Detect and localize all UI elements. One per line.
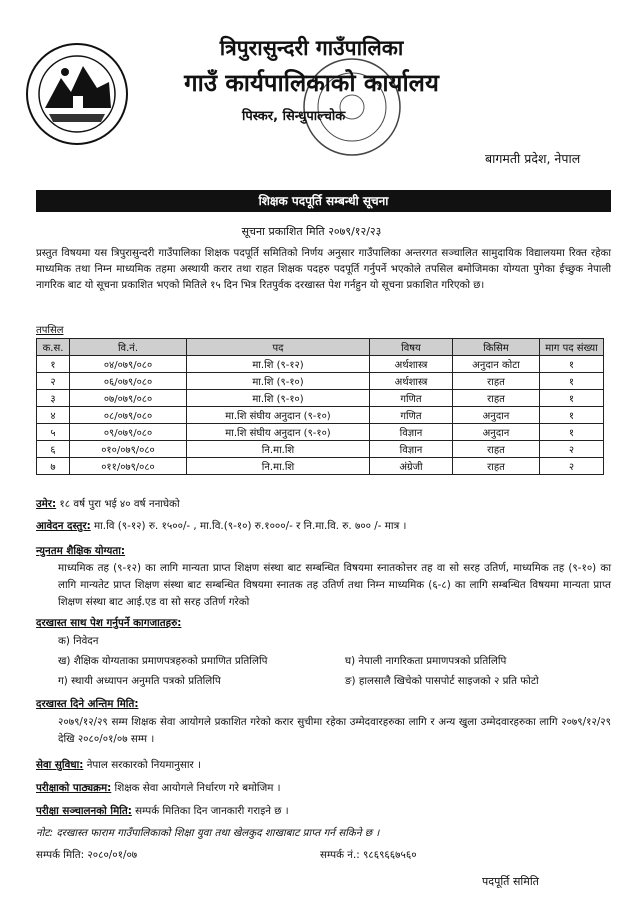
cell-sn: ६ [37, 441, 70, 458]
col-header-sn: क.स. [37, 339, 70, 356]
table-row [37, 441, 604, 458]
col-header-type: किसिम [453, 339, 540, 356]
cell-count: १ [540, 356, 604, 373]
qualification-text: माध्यमिक तह (९-१२) का लागि मान्यता प्राप्त शिक्षण संस्था बाट सम्बन्धित विषयमा स्नातकोत्तर तह वा सो सरह उतिर्ण, माध्यमिक तह (९-१०) का लागि मान्यतेट प्राप्त शिक्षण संस्था बाट सम्बन्धित विषयमा स्नातक तह उतिर्ण तथा निम्न माध्यमिक (६-८) का लागि सम्बन्धित विषयमा मान्यता प्राप्त शिक्षण संस्था बाट आई.एड वा सो सरह उतिर्ण गरेको [58, 562, 611, 608]
notice-title: शिक्षक पदपूर्ति सम्बन्धी सूचना [36, 190, 611, 212]
cell-adv-no: ०११/०७९/०८० [70, 458, 187, 475]
table-header-row [37, 339, 604, 356]
cell-post: मा.शि संघीय अनुदान (९-१०) [187, 407, 370, 424]
cell-sn: २ [37, 373, 70, 390]
table-row [37, 458, 604, 475]
table-row [37, 390, 604, 407]
cell-type: अनुदान [453, 424, 540, 441]
cell-count: १ [540, 424, 604, 441]
cell-sn: ५ [37, 424, 70, 441]
col-header-post: पद [187, 339, 370, 356]
exam-label: परीक्षा सञ्चालनको मिति: [36, 805, 132, 817]
cell-post: मा.शि संघीय अनुदान (९-१०) [187, 424, 370, 441]
cell-sn: ४ [37, 407, 70, 424]
syllabus-section [36, 781, 281, 795]
facility-label: सेवा सुविधा: [36, 759, 84, 771]
cell-subject: गणित [370, 390, 453, 407]
note-text: नोट: दरखास्त फाराम गाउँपालिकाको शिक्षा युवा तथा खेलकुद शाखाबाट प्राप्त गर्न सकिने छ । [36, 827, 380, 839]
syllabus-label: परीक्षाको पाठ्यक्रम: [36, 782, 112, 794]
cell-sn: ३ [37, 390, 70, 407]
fee-text: मा.वि (९-१२) रु. १५००/- , मा.वि.(९-१०) रु.१०००/- र नि.मा.वि. रु. ७०० /- मात्र । [93, 520, 407, 532]
signature-text: पदपूर्ति समिति [482, 875, 539, 888]
cell-post: नि.मा.शि [187, 441, 370, 458]
col-header-adv-no: वि.नं. [70, 339, 187, 356]
cell-subject: विज्ञान [370, 424, 453, 441]
contact-phone: सम्पर्क नं.: ९८६९६६७५६० [320, 849, 417, 861]
age-section [36, 497, 180, 511]
vacancy-table [36, 338, 604, 475]
cell-adv-no: ०६/०७९/०८० [70, 373, 187, 390]
cell-post: मा.शि (९-१०) [187, 390, 370, 407]
syllabus-text: शिक्षक सेवा आयोगले निर्धारण गरे बमोजिम । [114, 782, 281, 794]
cell-type: राहत [453, 441, 540, 458]
document-item: क) निवेदन [58, 635, 99, 647]
contact-date: सम्पर्क मिति: २०८०/०१/०७ [36, 849, 138, 861]
cell-subject: अंग्रेजी [370, 458, 453, 475]
province: बागमती प्रदेश, नेपाल [485, 151, 581, 166]
col-header-count: माग पद संख्या [540, 339, 604, 356]
table-row [37, 356, 604, 373]
cell-subject: गणित [370, 407, 453, 424]
fee-section [36, 519, 406, 533]
deadline-text: २०७९/१२/२९ सम्म शिक्षक सेवा आयोगले प्रकाशित गरेको करार सुचीमा रहेका उम्मेदवारहरुका लागि र अन्य खुला उम्मेदवारहरुका लागि २०७९/१२/२९ देखि २०८०/०१/०७ सम्म । [58, 716, 611, 745]
table-label: तपसिल [36, 325, 64, 336]
cell-type: राहत [453, 458, 540, 475]
cell-type: अनुदान [453, 407, 540, 424]
cell-adv-no: ०१०/०७९/०८० [70, 441, 187, 458]
cell-type: राहत [453, 390, 540, 407]
cell-post: मा.शि (९-१२) [187, 356, 370, 373]
cell-type: राहत [453, 373, 540, 390]
cell-post: मा.शि (९-१०) [187, 373, 370, 390]
cell-subject: अर्थशास्त्र [370, 356, 453, 373]
cell-sn: ७ [37, 458, 70, 475]
facility-text: नेपाल सरकारको नियमानुसार । [86, 759, 201, 771]
table-row [37, 407, 604, 424]
documents-label: दरखास्त साथ पेश गर्नुपर्ने कागजातहरु: [36, 617, 182, 629]
cell-subject: विज्ञान [370, 441, 453, 458]
intro-paragraph: प्रस्तुत विषयमा यस त्रिपुरासुन्दरी गाउँपालिका शिक्षक पदपूर्ति समितिको निर्णय अनुसार गाउँपालिका अन्तरगत सञ्चालित सामुदायिक विद्यालयमा रिक्त रहेका माध्यमिक तथा निम्न माध्यमिक तहमा अस्थायी करार तथा राहत शिक्षक पदहरु पदपूर्ति गर्नुपर्ने भएकोले तपसिल बमोजिमका योग्यता पुगेका ईच्छुक नेपाली नागरिक बाट यो सूचना प्रकाशित भएको मितिले १५ दिन भित्र रितपुर्वक दरखास्त पेश गर्नहुन यो सूचना प्रकाशित गरिएको छ। [36, 248, 611, 291]
cell-adv-no: ०७/०७९/०८० [70, 390, 187, 407]
document-item: घ) नेपाली नागरिकता प्रमाणपत्रको प्रतिलिपि [345, 655, 507, 667]
cell-subject: अर्थशास्त्र [370, 373, 453, 390]
document-item: ख) शैक्षिक योग्यताका प्रमाणपत्रहरुको प्रमाणित प्रतिलिपि [58, 655, 268, 667]
cell-adv-no: ०९/०७९/०८० [70, 424, 187, 441]
cell-count: २ [540, 441, 604, 458]
cell-count: १ [540, 373, 604, 390]
exam-section [36, 804, 289, 818]
table-row [37, 373, 604, 390]
age-label: उमेर: [36, 498, 57, 510]
cell-sn: १ [37, 356, 70, 373]
org-name: त्रिपुरासुन्दरी गाउँपालिका [219, 36, 404, 60]
age-text: १८ वर्ष पुरा भई ४० वर्ष ननाघेको [59, 498, 180, 510]
published-date: सूचना प्रकाशित मिति २०७९/१२/२३ [241, 225, 382, 238]
office-location: पिस्कर, सिन्धुपाल्चोक [242, 109, 346, 124]
deadline-label: दरखास्त दिने अन्तिम मिति: [36, 698, 139, 710]
cell-post: नि.मा.शि [187, 458, 370, 475]
cell-adv-no: ०४/०७९/०८० [70, 356, 187, 373]
cell-count: १ [540, 407, 604, 424]
fee-label: आवेदन दस्तुर: [36, 520, 91, 532]
cell-count: १ [540, 390, 604, 407]
exam-text: सम्पर्क मितिका दिन जानकारी गराइने छ । [135, 805, 289, 817]
cell-count: २ [540, 458, 604, 475]
document-item: ङ) हालसालै खिचेको पासपोर्ट साइजको २ प्रति फोटो [345, 675, 539, 687]
cell-type: अनुदान कोटा [453, 356, 540, 373]
qualification-label: न्युनतम शैक्षिक योग्यता: [36, 545, 126, 557]
col-header-subject: विषय [370, 339, 453, 356]
table-row [37, 424, 604, 441]
facility-section [36, 758, 201, 772]
document-item: ग) स्थायी अध्यापन अनुमति पत्रको प्रतिलिपि [58, 675, 221, 687]
cell-adv-no: ०८/०७९/०८० [70, 407, 187, 424]
office-name: गाउँ कार्यपालिकाको कार्यालय [184, 69, 439, 97]
